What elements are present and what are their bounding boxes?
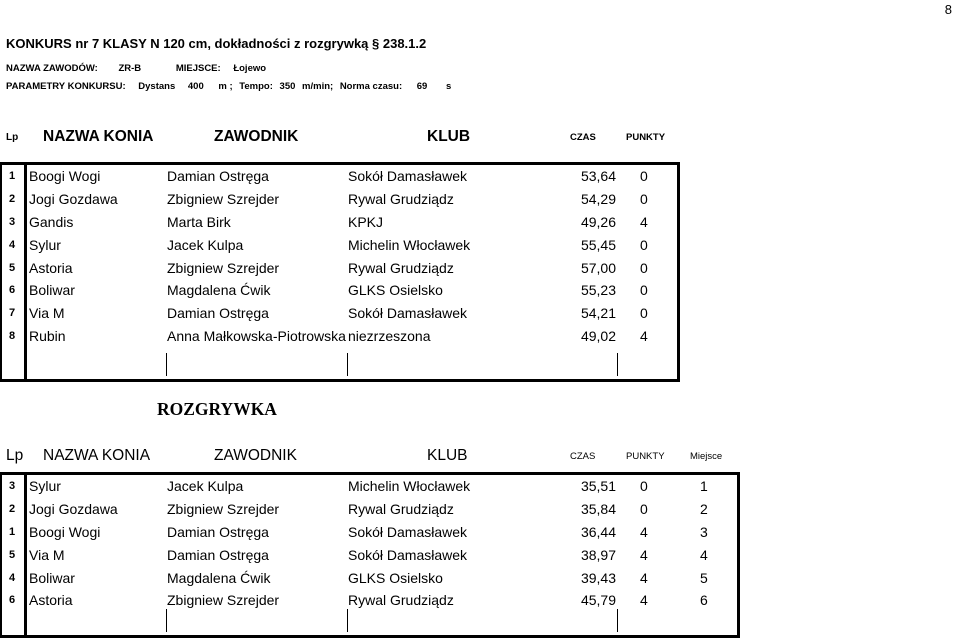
cell-time: 55,23 bbox=[580, 282, 616, 299]
cell-points: 4 bbox=[640, 327, 648, 344]
table-row bbox=[0, 589, 740, 612]
jumpoff-table-header bbox=[0, 447, 960, 471]
cell-horse: Jogi Gozdawa bbox=[29, 501, 118, 518]
cell-time: 54,29 bbox=[580, 191, 616, 208]
cell-rider: Marta Birk bbox=[167, 213, 231, 230]
place-value: Łojewo bbox=[233, 63, 267, 74]
cell-time: 35,51 bbox=[580, 478, 616, 495]
cell-points: 0 bbox=[640, 259, 648, 276]
cell-rider: Zbigniew Szrejder bbox=[167, 191, 280, 208]
tempo-label: Tempo: bbox=[239, 81, 273, 92]
cell-lp: 6 bbox=[8, 284, 16, 297]
cell-lp: 3 bbox=[8, 480, 16, 493]
cell-place: 3 bbox=[700, 523, 708, 540]
cell-club: Sokół Damasławek bbox=[348, 523, 468, 540]
cell-horse: Astoria bbox=[29, 259, 73, 276]
cell-lp: 7 bbox=[8, 307, 16, 320]
cell-rider: Magdalena Ćwik bbox=[167, 569, 271, 586]
cell-points: 4 bbox=[640, 546, 648, 563]
jumpoff-results-table bbox=[0, 472, 740, 638]
empty-row bbox=[0, 347, 680, 370]
cell-points: 0 bbox=[640, 305, 648, 322]
event-info bbox=[6, 63, 270, 74]
table-row bbox=[0, 325, 680, 348]
place-label: MIEJSCE: bbox=[175, 63, 221, 74]
table-row bbox=[0, 188, 680, 211]
cell-club: Rywal Grudziądz bbox=[348, 191, 454, 208]
jo-col-lp: Lp bbox=[6, 447, 24, 464]
cell-lp: 1 bbox=[8, 525, 16, 538]
table-row bbox=[0, 521, 740, 544]
col-time: CZAS bbox=[570, 132, 596, 143]
competition-title: KONKURS nr 7 KLASY N 120 cm, dokładności z rozgrywką § 238.1.2 bbox=[6, 36, 427, 51]
cell-horse: Boliwar bbox=[29, 282, 75, 299]
main-table-header bbox=[0, 128, 960, 152]
table-row bbox=[0, 233, 680, 256]
tempo-unit: m/min; bbox=[302, 81, 334, 92]
cell-horse: Sylur bbox=[29, 478, 61, 495]
cell-club: GLKS Osielsko bbox=[348, 569, 443, 586]
cell-rider: Zbigniew Szrejder bbox=[167, 501, 280, 518]
cell-horse: Astoria bbox=[29, 592, 73, 609]
empty-row bbox=[0, 612, 740, 635]
table-row bbox=[0, 256, 680, 279]
cell-rider: Zbigniew Szrejder bbox=[167, 259, 280, 276]
table-row bbox=[0, 165, 680, 188]
distance-unit: m ; bbox=[218, 81, 233, 92]
table-row bbox=[0, 498, 740, 521]
cell-rider: Zbigniew Szrejder bbox=[167, 592, 280, 609]
jo-col-club: KLUB bbox=[427, 447, 468, 464]
cell-time: 55,45 bbox=[580, 236, 616, 253]
cell-lp: 5 bbox=[8, 548, 16, 561]
norm-value: 69 bbox=[416, 81, 428, 92]
cell-club: KPKJ bbox=[348, 213, 384, 230]
cell-lp: 4 bbox=[8, 571, 16, 584]
course-parameters bbox=[6, 81, 455, 92]
cell-rider: Damian Ostręga bbox=[167, 168, 269, 185]
cell-lp: 6 bbox=[8, 594, 16, 607]
cell-points: 4 bbox=[640, 592, 648, 609]
cell-points: 0 bbox=[640, 236, 648, 253]
cell-club: Sokół Damasławek bbox=[348, 546, 468, 563]
cell-rider: Damian Ostręga bbox=[167, 546, 269, 563]
cell-horse: Boogi Wogi bbox=[29, 168, 101, 185]
main-results-table bbox=[0, 162, 680, 382]
cell-horse: Via M bbox=[29, 546, 65, 563]
cell-club: Rywal Grudziądz bbox=[348, 592, 454, 609]
col-club: KLUB bbox=[427, 128, 471, 145]
cell-lp: 2 bbox=[8, 193, 16, 206]
cell-place: 5 bbox=[700, 569, 708, 586]
cell-time: 36,44 bbox=[580, 523, 616, 540]
event-label: NAZWA ZAWODÓW: bbox=[6, 63, 98, 74]
cell-horse: Gandis bbox=[29, 213, 74, 230]
cell-rider: Damian Ostręga bbox=[167, 305, 269, 322]
table-row bbox=[0, 279, 680, 302]
cell-points: 4 bbox=[640, 569, 648, 586]
cell-points: 0 bbox=[640, 478, 648, 495]
jo-col-rider: ZAWODNIK bbox=[214, 447, 297, 464]
jumpoff-title: ROZGRYWKA bbox=[157, 399, 277, 419]
cell-points: 0 bbox=[640, 168, 648, 185]
cell-horse: Boliwar bbox=[29, 569, 75, 586]
cell-rider: Jacek Kulpa bbox=[167, 478, 244, 495]
distance-value: 400 bbox=[187, 81, 204, 92]
cell-place: 2 bbox=[700, 501, 708, 518]
cell-horse: Sylur bbox=[29, 236, 61, 253]
jo-col-time: CZAS bbox=[570, 451, 596, 462]
cell-rider: Jacek Kulpa bbox=[167, 236, 244, 253]
cell-time: 54,21 bbox=[580, 305, 616, 322]
cell-lp: 5 bbox=[8, 261, 16, 274]
col-lp: Lp bbox=[6, 132, 19, 143]
cell-time: 57,00 bbox=[580, 259, 616, 276]
cell-club: Michelin Włocławek bbox=[348, 478, 471, 495]
cell-points: 4 bbox=[640, 213, 648, 230]
cell-time: 45,79 bbox=[580, 592, 616, 609]
jo-col-place: Miejsce bbox=[690, 451, 723, 462]
cell-club: GLKS Osielsko bbox=[348, 282, 443, 299]
cell-lp: 1 bbox=[8, 170, 16, 183]
cell-place: 1 bbox=[700, 478, 708, 495]
cell-lp: 3 bbox=[8, 215, 16, 228]
cell-horse: Rubin bbox=[29, 327, 66, 344]
jo-col-horse: NAZWA KONIA bbox=[43, 447, 151, 464]
cell-club: Rywal Grudziądz bbox=[348, 259, 454, 276]
event-name: ZR-B bbox=[118, 63, 142, 74]
table-row bbox=[0, 543, 740, 566]
cell-rider: Magdalena Ćwik bbox=[167, 282, 271, 299]
cell-points: 0 bbox=[640, 191, 648, 208]
jo-col-points: PUNKTY bbox=[626, 451, 665, 462]
cell-time: 49,02 bbox=[580, 327, 616, 344]
cell-club: Sokół Damasławek bbox=[348, 305, 468, 322]
col-horse: NAZWA KONIA bbox=[43, 128, 154, 145]
distance-label: Dystans bbox=[138, 81, 176, 92]
table-row bbox=[0, 475, 740, 498]
cell-place: 6 bbox=[700, 592, 708, 609]
col-points: PUNKTY bbox=[626, 132, 666, 143]
norm-label: Norma czasu: bbox=[339, 81, 403, 92]
cell-club: niezrzeszona bbox=[348, 327, 431, 344]
table-row bbox=[0, 302, 680, 325]
cell-time: 35,84 bbox=[580, 501, 616, 518]
cell-points: 0 bbox=[640, 282, 648, 299]
table-row bbox=[0, 566, 740, 589]
cell-lp: 8 bbox=[8, 329, 16, 342]
col-rider: ZAWODNIK bbox=[214, 128, 299, 145]
cell-horse: Via M bbox=[29, 305, 65, 322]
table-row bbox=[0, 211, 680, 234]
cell-time: 49,26 bbox=[580, 213, 616, 230]
cell-time: 39,43 bbox=[580, 569, 616, 586]
cell-lp: 2 bbox=[8, 503, 16, 516]
cell-club: Sokół Damasławek bbox=[348, 168, 468, 185]
cell-time: 38,97 bbox=[580, 546, 616, 563]
cell-time: 53,64 bbox=[580, 168, 616, 185]
cell-lp: 4 bbox=[8, 238, 16, 251]
params-label: PARAMETRY KONKURSU: bbox=[6, 81, 126, 92]
cell-horse: Boogi Wogi bbox=[29, 523, 101, 540]
cell-points: 4 bbox=[640, 523, 648, 540]
page-number: 8 bbox=[944, 2, 952, 17]
cell-points: 0 bbox=[640, 501, 648, 518]
cell-rider: Damian Ostręga bbox=[167, 523, 269, 540]
tempo-value: 350 bbox=[279, 81, 296, 92]
cell-place: 4 bbox=[700, 546, 708, 563]
cell-club: Rywal Grudziądz bbox=[348, 501, 454, 518]
cell-horse: Jogi Gozdawa bbox=[29, 191, 118, 208]
cell-club: Michelin Włocławek bbox=[348, 236, 471, 253]
norm-unit: s bbox=[445, 81, 452, 92]
cell-rider: Anna Małkowska-Piotrowska bbox=[167, 327, 346, 344]
